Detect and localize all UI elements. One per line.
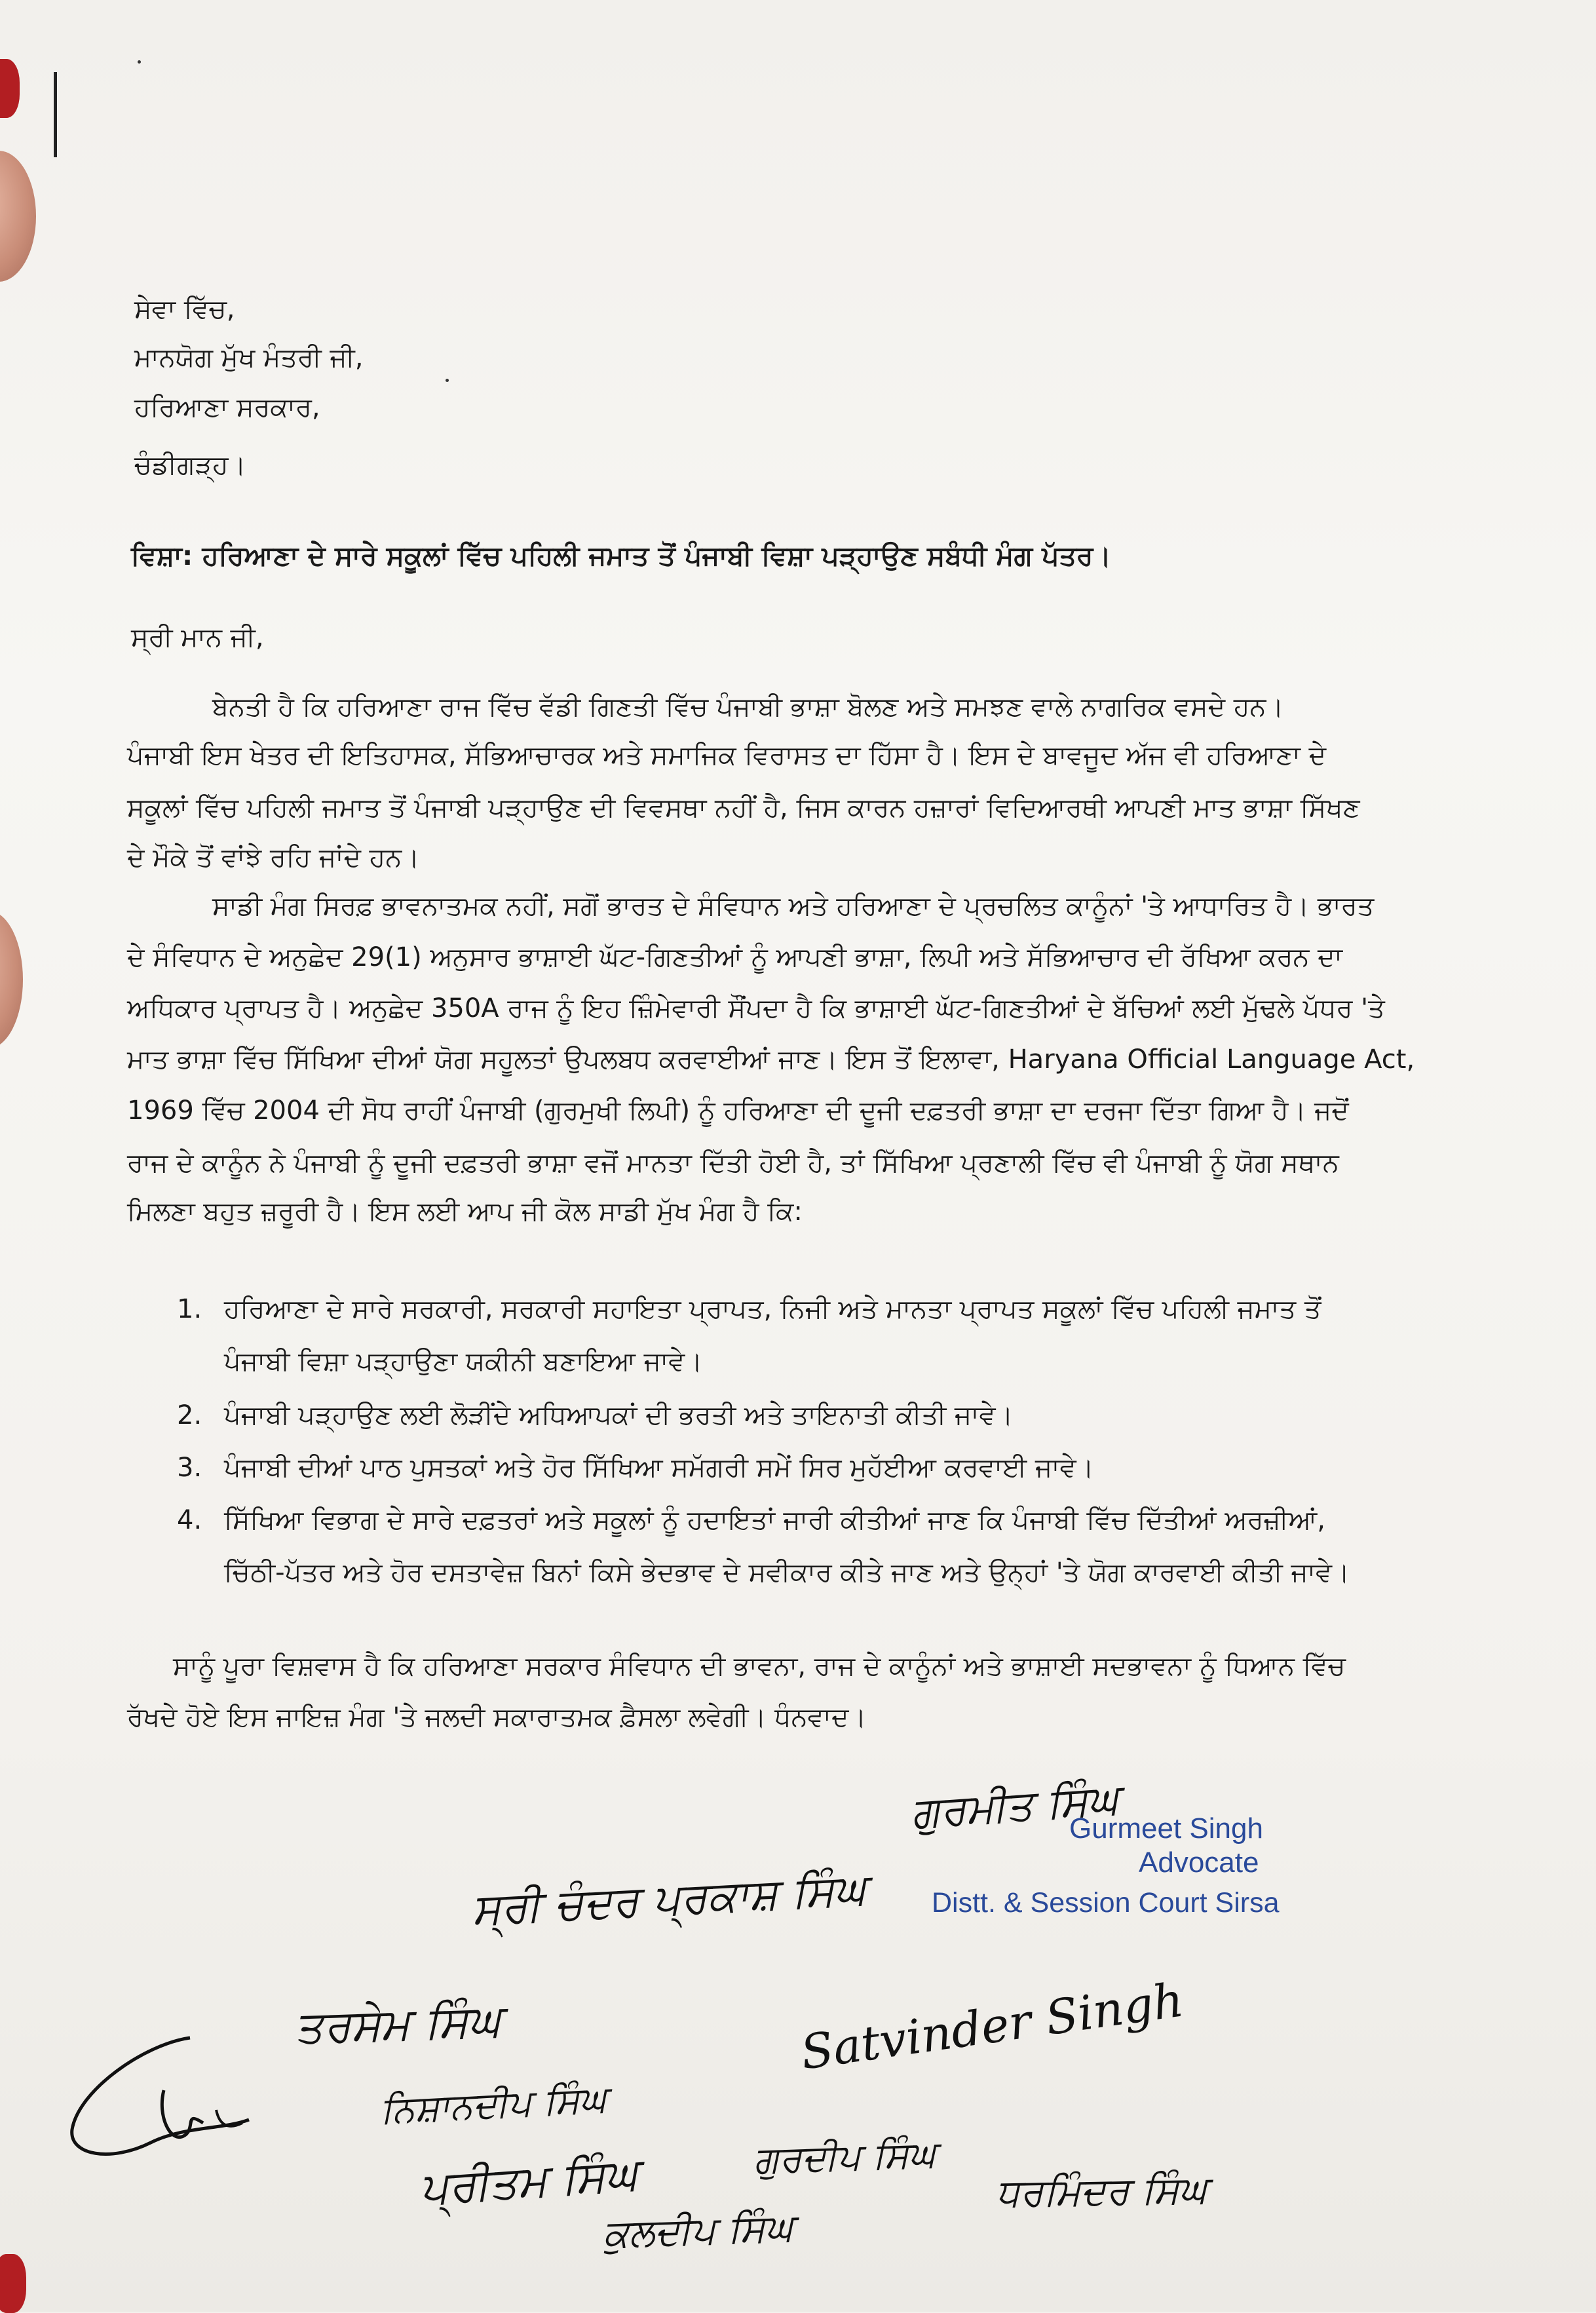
stamp-name: Gurmeet Singh: [1069, 1812, 1263, 1845]
red-mark-bottom-left: [0, 2254, 26, 2313]
signature-1: ਗੁਰਮੀਤ ਸਿੰਘ: [909, 1775, 1120, 1838]
list-item-number: 3.: [177, 1453, 202, 1483]
signature-9: ਕੁਲਦੀਪ ਸਿੰਘ: [601, 2204, 795, 2257]
paragraph-2-line: 1969 ਵਿੱਚ 2004 ਦੀ ਸੋਧ ਰਾਹੀਂ ਪੰਜਾਬੀ (ਗੁਰਮੁਖੀ ਲਿਪੀ) ਨੂੰ ਹਰਿਆਣਾ ਦੀ ਦੂਜੀ ਦਫ਼ਤਰੀ ਭਾਸ਼ਾ ਦਾ ਦਰਜਾ ਦਿੱਤਾ ਗਿਆ ਹੈ। ਜਦੋਂ: [127, 1096, 1349, 1126]
dot-mark: [138, 60, 141, 64]
list-item-number: 4.: [177, 1505, 202, 1535]
stamp-title: Advocate: [1139, 1846, 1259, 1879]
paragraph-2-line: ਦੇ ਸੰਵਿਧਾਨ ਦੇ ਅਨੁਛੇਦ 29(1) ਅਨੁਸਾਰ ਭਾਸ਼ਾਈ ਘੱਟ-ਗਿਣਤੀਆਂ ਨੂੰ ਆਪਣੀ ਭਾਸ਼ਾ, ਲਿਪੀ ਅਤੇ ਸੱਭਿਆਚਾਰ ਦੀ ਰੱਖਿਆ ਕਰਨ ਦਾ: [127, 942, 1343, 972]
paragraph-1-line: ਸਕੂਲਾਂ ਵਿੱਚ ਪਹਿਲੀ ਜਮਾਤ ਤੋਂ ਪੰਜਾਬੀ ਪੜ੍ਹਾਉਣ ਦੀ ਵਿਵਸਥਾ ਨਹੀਂ ਹੈ, ਜਿਸ ਕਾਰਨ ਹਜ਼ਾਰਾਂ ਵਿਦਿਆਰਥੀ ਆਪਣੀ ਮਾਤ ਭਾਸ਼ਾ ਸਿੱਖਣ: [127, 793, 1360, 823]
signature-3: ਤਰਸੇਮ ਸਿੰਘ: [294, 1995, 503, 2054]
signature-5: ਨਿਸ਼ਾਨਦੀਪ ਸਿੰਘ: [379, 2077, 608, 2133]
list-item-line: ਹਰਿਆਣਾ ਦੇ ਸਾਰੇ ਸਰਕਾਰੀ, ਸਰਕਾਰੀ ਸਹਾਇਤਾ ਪ੍ਰਾਪਤ, ਨਿਜੀ ਅਤੇ ਮਾਨਤਾ ਪ੍ਰਾਪਤ ਸਕੂਲਾਂ ਵਿੱਚ ਪਹਿਲੀ ਜਮਾਤ ਤੋਂ: [224, 1294, 1321, 1324]
pen-mark: [54, 72, 57, 157]
paragraph-2-line: ਸਾਡੀ ਮੰਗ ਸਿਰਫ਼ ਭਾਵਨਾਤਮਕ ਨਹੀਂ, ਸਗੋਂ ਭਾਰਤ ਦੇ ਸੰਵਿਧਾਨ ਅਤੇ ਹਰਿਆਣਾ ਦੇ ਪ੍ਰਚਲਿਤ ਕਾਨੂੰਨਾਂ 'ਤੇ ਆਧਾਰਿਤ ਹੈ। ਭਾਰਤ: [212, 891, 1375, 921]
signature-4: Satvinder Singh: [797, 1972, 1187, 2080]
stamp-court: Distt. & Session Court Sirsa: [932, 1887, 1280, 1919]
paragraph-2-line: ਰਾਜ ਦੇ ਕਾਨੂੰਨ ਨੇ ਪੰਜਾਬੀ ਨੂੰ ਦੂਜੀ ਦਫ਼ਤਰੀ ਭਾਸ਼ਾ ਵਜੋਂ ਮਾਨਤਾ ਦਿੱਤੀ ਹੋਈ ਹੈ, ਤਾਂ ਸਿੱਖਿਆ ਪ੍ਰਣਾਲੀ ਵਿੱਚ ਵੀ ਪੰਜਾਬੀ ਨੂੰ ਯੋਗ ਸਥਾਨ: [127, 1148, 1339, 1178]
address-line-3: ਹਰਿਆਣਾ ਸਰਕਾਰ,: [134, 392, 320, 423]
paragraph-1-line: ਪੰਜਾਬੀ ਇਸ ਖੇਤਰ ਦੀ ਇਤਿਹਾਸਕ, ਸੱਭਿਆਚਾਰਕ ਅਤੇ ਸਮਾਜਿਕ ਵਿਰਾਸਤ ਦਾ ਹਿੱਸਾ ਹੈ। ਇਸ ਦੇ ਬਾਵਜੂਦ ਅੱਜ ਵੀ ਹਰਿਆਣਾ ਦੇ: [127, 740, 1327, 771]
list-item-line: ਪੰਜਾਬੀ ਦੀਆਂ ਪਾਠ ਪੁਸਤਕਾਂ ਅਤੇ ਹੋਰ ਸਿੱਖਿਆ ਸਮੱਗਰੀ ਸਮੇਂ ਸਿਰ ਮੁਹੱਈਆ ਕਰਵਾਈ ਜਾਵੇ।: [224, 1453, 1094, 1483]
paragraph-1-line: ਦੇ ਮੌਕੇ ਤੋਂ ਵਾਂਝੇ ਰਹਿ ਜਾਂਦੇ ਹਨ।: [127, 843, 420, 873]
signature-8: ਧਰਮਿੰਦਰ ਸਿੰਘ: [995, 2167, 1208, 2215]
signature-6: ਪ੍ਰੀਤਮ ਸਿੰਘ: [417, 2148, 640, 2215]
list-item-number: 1.: [177, 1294, 202, 1324]
paragraph-2-line: ਮਿਲਣਾ ਬਹੁਤ ਜ਼ਰੂਰੀ ਹੈ। ਇਸ ਲਈ ਆਪ ਜੀ ਕੋਲ ਸਾਡੀ ਮੁੱਖ ਮੰਗ ਹੈ ਕਿ:: [127, 1196, 803, 1227]
signature-2: ਸ੍ਰੀ ਚੰਦਰ ਪ੍ਰਕਾਸ਼ ਸਿੰਘ: [470, 1864, 867, 1935]
paragraph-2-line: ਮਾਤ ਭਾਸ਼ਾ ਵਿੱਚ ਸਿੱਖਿਆ ਦੀਆਂ ਯੋਗ ਸਹੂਲਤਾਂ ਉਪਲਬਧ ਕਰਵਾਈਆਂ ਜਾਣ। ਇਸ ਤੋਂ ਇਲਾਵਾ, Haryana Official Language Act,: [127, 1044, 1415, 1075]
dot-mark: [446, 379, 449, 382]
address-line-2: ਮਾਨਯੋਗ ਮੁੱਖ ਮੰਤਰੀ ਜੀ,: [134, 343, 364, 373]
address-line-4: ਚੰਡੀਗੜ੍ਹ।: [134, 450, 246, 480]
list-item-number: 2.: [177, 1400, 202, 1430]
closing-line: ਸਾਨੂੰ ਪੂਰਾ ਵਿਸ਼ਵਾਸ ਹੈ ਕਿ ਹਰਿਆਣਾ ਸਰਕਾਰ ਸੰਵਿਧਾਨ ਦੀ ਭਾਵਨਾ, ਰਾਜ ਦੇ ਕਾਨੂੰਨਾਂ ਅਤੇ ਭਾਸ਼ਾਈ ਸਦਭਾਵਨਾ ਨੂੰ ਧਿਆਨ ਵਿੱਚ: [173, 1651, 1346, 1681]
paragraph-2-line: ਅਧਿਕਾਰ ਪ੍ਰਾਪਤ ਹੈ। ਅਨੁਛੇਦ 350A ਰਾਜ ਨੂੰ ਇਹ ਜ਼ਿੰਮੇਵਾਰੀ ਸੌਂਪਦਾ ਹੈ ਕਿ ਭਾਸ਼ਾਈ ਘੱਟ-ਗਿਣਤੀਆਂ ਦੇ ਬੱਚਿਆਂ ਲਈ ਮੁੱਢਲੇ ਪੱਧਰ 'ਤੇ: [127, 993, 1385, 1023]
list-item-line: ਚਿੱਠੀ-ਪੱਤਰ ਅਤੇ ਹੋਰ ਦਸਤਾਵੇਜ਼ ਬਿਨਾਂ ਕਿਸੇ ਭੇਦਭਾਵ ਦੇ ਸਵੀਕਾਰ ਕੀਤੇ ਜਾਣ ਅਤੇ ਉਨ੍ਹਾਂ 'ਤੇ ਯੋਗ ਕਾਰਵਾਈ ਕੀਤੀ ਜਾਵੇ।: [224, 1558, 1350, 1588]
subject-line: ਵਿਸ਼ਾ: ਹਰਿਆਣਾ ਦੇ ਸਾਰੇ ਸਕੂਲਾਂ ਵਿੱਚ ਪਹਿਲੀ ਜਮਾਤ ਤੋਂ ਪੰਜਾਬੀ ਵਿਸ਼ਾ ਪੜ੍ਹਾਉਣ ਸਬੰਧੀ ਮੰਗ ਪੱਤਰ।: [131, 540, 1112, 571]
scribble-signature: [52, 2031, 262, 2175]
list-item-line: ਪੰਜਾਬੀ ਪੜ੍ਹਾਉਣ ਲਈ ਲੋੜੀਂਦੇ ਅਧਿਆਪਕਾਂ ਦੀ ਭਰਤੀ ਅਤੇ ਤਾਇਨਾਤੀ ਕੀਤੀ ਜਾਵੇ।: [224, 1400, 1014, 1430]
closing-line: ਰੱਖਦੇ ਹੋਏ ਇਸ ਜਾਇਜ਼ ਮੰਗ 'ਤੇ ਜਲਦੀ ਸਕਾਰਾਤਮਕ ਫ਼ੈਸਲਾ ਲਵੇਗੀ। ਧੰਨਵਾਦ।: [127, 1702, 867, 1732]
salutation: ਸ੍ਰੀ ਮਾਨ ਜੀ,: [131, 622, 264, 653]
paragraph-1-line: ਬੇਨਤੀ ਹੈ ਕਿ ਹਰਿਆਣਾ ਰਾਜ ਵਿੱਚ ਵੱਡੀ ਗਿਣਤੀ ਵਿੱਚ ਪੰਜਾਬੀ ਭਾਸ਼ਾ ਬੋਲਣ ਅਤੇ ਸਮਝਣ ਵਾਲੇ ਨਾਗਰਿਕ ਵਸਦੇ ਹਨ।: [212, 692, 1284, 722]
list-item-line: ਸਿੱਖਿਆ ਵਿਭਾਗ ਦੇ ਸਾਰੇ ਦਫ਼ਤਰਾਂ ਅਤੇ ਸਕੂਲਾਂ ਨੂੰ ਹਦਾਇਤਾਂ ਜਾਰੀ ਕੀਤੀਆਂ ਜਾਣ ਕਿ ਪੰਜਾਬੀ ਵਿੱਚ ਦਿੱਤੀਆਂ ਅਰਜ਼ੀਆਂ,: [224, 1505, 1325, 1535]
list-item-line: ਪੰਜਾਬੀ ਵਿਸ਼ਾ ਪੜ੍ਹਾਉਣਾ ਯਕੀਨੀ ਬਣਾਇਆ ਜਾਵੇ।: [224, 1347, 703, 1377]
signature-7: ਗੁਰਦੀਪ ਸਿੰਘ: [752, 2133, 937, 2182]
red-mark-top-left: [0, 59, 20, 118]
address-line-1: ਸੇਵਾ ਵਿੱਚ,: [134, 294, 235, 324]
